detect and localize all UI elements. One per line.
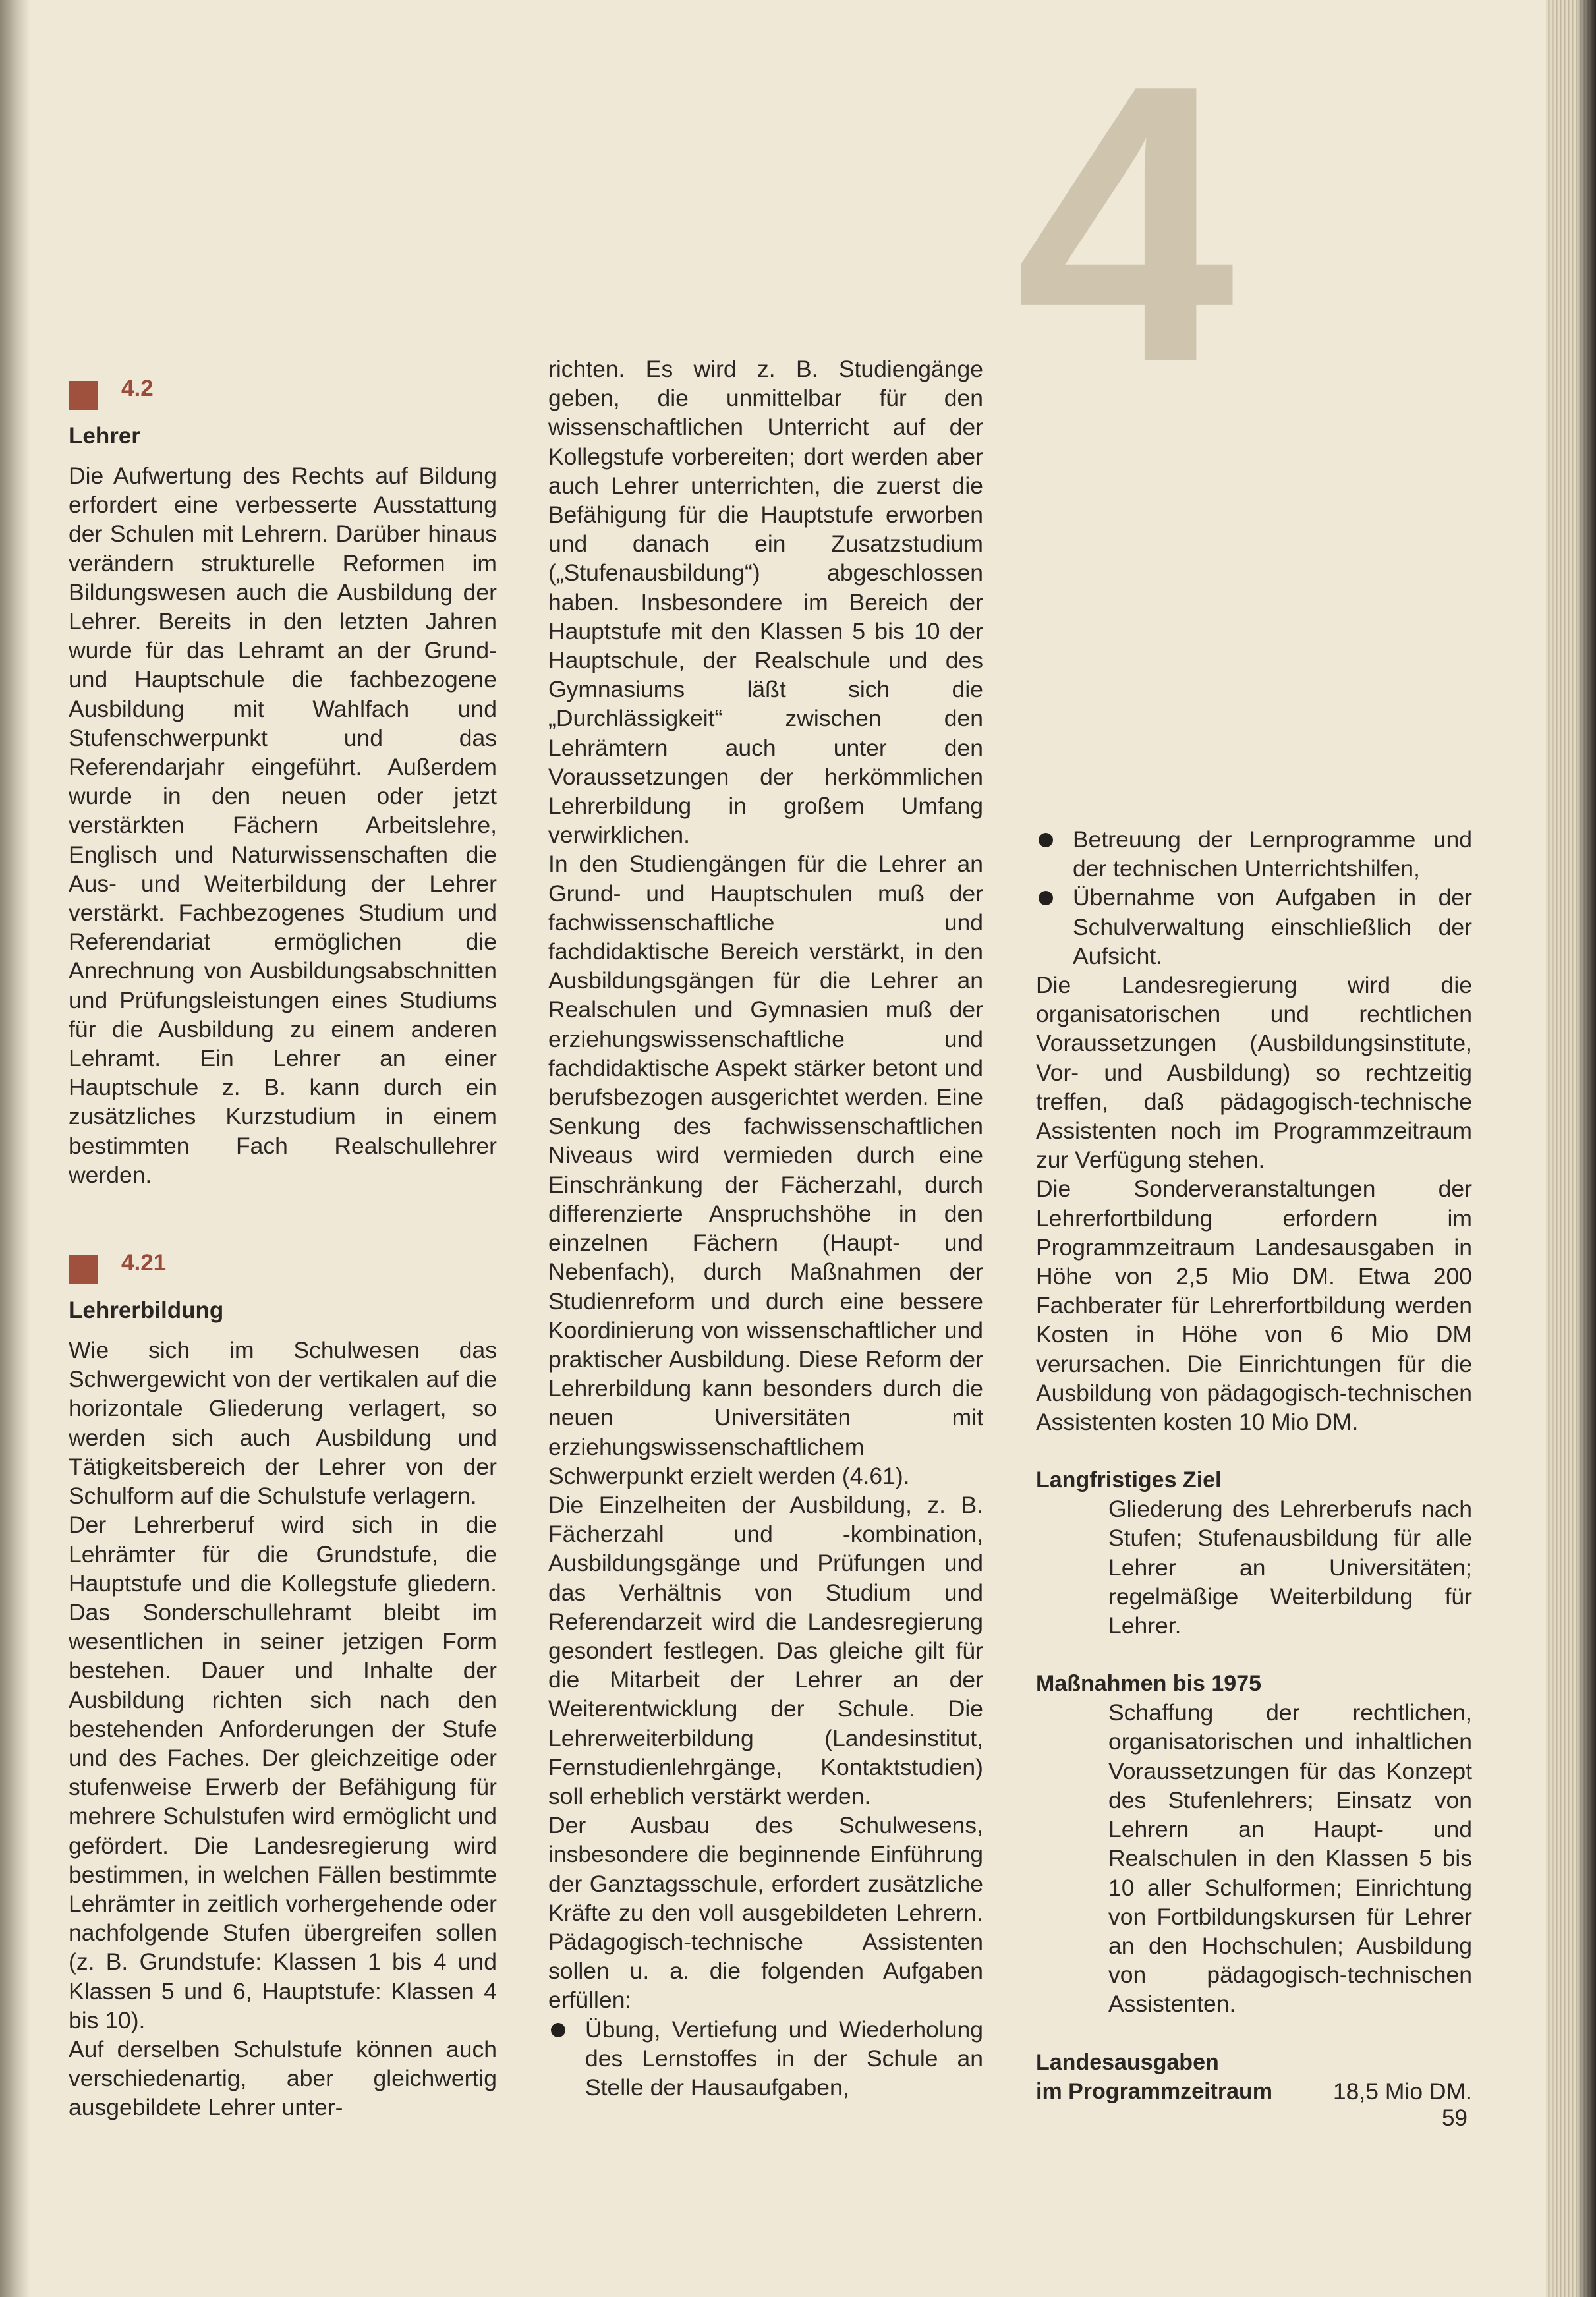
paragraph: In den Studiengängen für die Lehrer an Grund- und Hauptschulen muß der fachwissenschaftliche und fachdidaktische Bereich verstärkt, in den Ausbildungsgängen für die Lehrer an Realschulen und Gymnasien muß der erziehungswissenschaftliche und fachdidaktische Aspekt stärker betont und berufsbezogen ausgerichtet werden. Eine Senkung des fachwissenschaftlichen Niveaus wird vermieden durch eine Einschränkung der Fächerzahl, durch differenzierte Anspruchshöhe in den einzelnen Fächern (Haupt- und Nebenfach), durch Maßnahmen der Studienreform und durch eine bessere Koordinierung von wissenschaftlicher und praktischer Ausbildung. Diese Reform der Lehrerbildung kann besonders durch die neuen Universitäten mit erziehungswissenschaftlichem Schwerpunkt erzielt werden (4.61). [548,851,983,1489]
expenses-title-line-1: Landesausgaben [1036,2049,1219,2075]
text-column-2 [548,354,983,2102]
page-number: 59 [1442,2105,1468,2131]
section-number: 4.21 [121,1250,167,1276]
bullet-item [548,2015,983,2103]
paragraph: Auf derselben Schulstufe können auch verschiedenartig, aber gleichwertig ausgebildete Lehrer unter- [69,2035,497,2121]
bullet-dot-icon [1039,891,1053,905]
measures-title: Maßnahmen bis 1975 [1036,1671,1262,1697]
paragraph: Wie sich im Schulwesen das Schwergewicht von der vertikalen auf die horizontale Gliederung verlagert, so werden sich auch Ausbildung und Tätigkeitsbereich der Lehrer von der Schulform auf die Schulstufe verlagern. [69,1337,497,1510]
paragraph: richten. Es wird z. B. Studiengänge geben, die unmittelbar für den wissenschaftlichen Unterricht auf der Kollegstufe vorbereiten; dort werden aber auch Lehrer unterrichten, die zuerst die Befähigung für die Hauptstufe erworben und danach ein Zusatzstudium („Stufenausbildung“) abgeschlossen haben. Insbesondere im Bereich der Hauptstufe mit den Klassen 5 bis 10 der Hauptschule, der Realschule und des Gymnasiums läßt sich die „Durchlässigkeit“ zwischen den Lehrämtern auch unter den Voraussetzungen der herkömmlichen Lehrerbildung in großem Umfang verwirklichen. [548,356,983,849]
paragraph: Der Ausbau des Schulwesens, insbesondere die beginnende Einführung der Ganztagsschule, erfordert zusätzliche Kräfte zu den voll ausgebildeten Lehrern. Pädagogisch-technische Assistenten sollen u. a. die folgenden Aufgaben erfüllen: [548,1812,983,2014]
section-title: Lehrer [69,423,140,449]
goal-title: Langfristiges Ziel [1036,1467,1222,1493]
paragraph: Der Lehrerberuf wird sich in die Lehrämter für die Grundstufe, die Hauptstufe und die Kollegstufe gliedern. Das Sonderschullehramt bleibt im wesentlichen in seiner jetzigen Form bestehen. Dauer und Inhalte der Ausbildung richten sich nach den bestehenden Anforderungen der Stufe und des Faches. Der gleichzeitige oder stufenweise Erwerb der Befähigung für mehrere Schulstufen wird ermöglicht und gefördert. Die Landesregierung wird bestimmen, in welchen Fällen bestimmte Lehrämter in zeitlich vorhergehende oder nachfolgende Stufen übergreifen sollen (z. B. Grundstufe: Klassen 1 bis 4 und Klassen 5 und 6, Hauptstufe: Klassen 4 bis 10). [69,1512,497,2033]
section-marker-square [69,1255,98,1284]
section-title: Lehrerbildung [69,1297,224,1324]
paragraph: Die Landesregierung wird die organisatorischen und rechtlichen Voraussetzungen (Ausbildungsinstitute, Vor- und Ausbildung) so rechtzeitig treffen, daß pädagogisch-technische Assistenten noch im Programmzeitraum zur Verfügung stehen. [1036,972,1472,1174]
bullet-text: Betreuung der Lernprogramme und der technischen Unterrichtshilfen, [1073,826,1472,882]
paragraph: Die Einzelheiten der Ausbildung, z. B. Fächerzahl und -kombination, Ausbildungsgänge und Prüfungen und das Verhältnis von Studium und Referendarzeit wird die Landesregierung gesondert festlegen. Das gleiche gilt für die Mitarbeit der Lehrer an der Weiterentwicklung der Schule. Die Lehrerweiterbildung (Landesinstitut, Fernstudienlehrgänge, Kontaktstudien) soll erheblich verstärkt werden. [548,1491,983,1809]
book-edge-shadow [1578,0,1596,2297]
bullet-dot-icon [551,2023,565,2037]
bullet-item [1036,883,1472,971]
paragraph: Die Aufwertung des Rechts auf Bildung erfordert eine verbesserte Ausstattung der Schulen mit Lehrern. Darüber hinaus verändern strukturelle Reformen im Bildungswesen auch die Ausbildung der Lehrer. Bereits in den letzten Jahren wurde für das Lehramt an der Grund- und Hauptschule die fachbezogene Ausbildung mit Wahlfach und Stufenschwerpunkt und das Referendarjahr eingeführt. Außerdem wurde in den neuen oder jetzt verstärkten Fächern Arbeitslehre, Englisch und Naturwissenschaften die Aus- und Weiterbildung der Lehrer verstärkt. Fachbezogenes Studium und Referendariat ermöglichen die Anrechnung von Ausbildungsabschnitten und Prüfungsleistungen eines Studiums für die Ausbildung zu einem anderen Lehramt. Ein Lehrer an einer Hauptschule z. B. kann durch ein zusätzliches Kurzstudium in einem bestimmten Fach Realschullehrer werden. [69,463,497,1188]
expenses-value: 18,5 Mio DM. [1332,2078,1472,2105]
book-gutter-shadow [0,0,30,2297]
section-number: 4.2 [121,376,154,401]
expenses-title-line-2: im Programmzeitraum [1036,2078,1272,2104]
goal-text: Gliederung des Lehrerberufs nach Stufen; Stufenausbildung für alle Lehrer an Universitäten; regelmäßige Weiterbildung für Lehrer. [1108,1496,1472,1639]
bullet-dot-icon [1039,833,1053,847]
section-marker-square [69,381,98,410]
bullet-item [1036,825,1472,883]
paragraph: Die Sonderveranstaltungen der Lehrerfortbildung erfordern im Programmzeitraum Landesausgaben in Höhe von 2,5 Mio DM. Etwa 200 Fachberater für Lehrerfortbildung werden Kosten in Höhe von 6 Mio DM verursachen. Die Einrichtungen für die Ausbildung von pädagogisch-technischen Assistenten kosten 10 Mio DM. [1036,1176,1472,1436]
bullet-text: Übernahme von Aufgaben in der Schulverwaltung einschließlich der Aufsicht. [1073,884,1472,969]
expenses-row [1036,2077,1472,2106]
chapter-number: 4 [1015,3,1235,445]
bullet-text: Übung, Vertiefung und Wiederholung des Lernstoffes in der Schule an Stelle der Hausaufgaben, [585,2016,983,2101]
text-column-3 [1036,825,1472,2106]
text-column-1 [69,366,497,2122]
measures-text: Schaffung der rechtlichen, organisatorischen und inhaltlichen Voraussetzungen für das Konzept des Stufenlehrers; Einsatz von Lehrern an Haupt- und Realschulen in den Klassen 5 bis 10 aller Schulformen; Einrichtung von Fortbildungskursen für Lehrer an den Hochschulen; Ausbildung von pädagogisch-technischen Assistenten. [1108,1699,1472,2018]
